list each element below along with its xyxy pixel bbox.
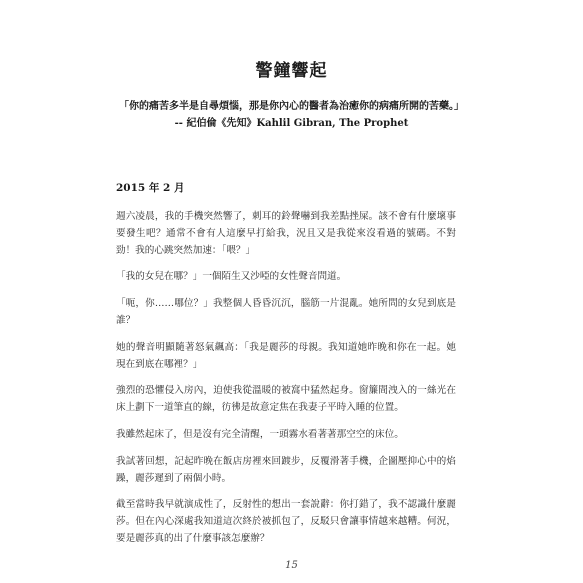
paragraph: 她的聲音明顯隨著怒氣飆高：「我是麗莎的母親。我知道她昨晚和你在一起。她現在到底在哪裡？」 (116, 341, 456, 370)
epigraph-attribution: -- 紀伯倫《先知》Kahlil Gibran, The Prophet (174, 118, 409, 129)
paragraph: 「呃，你……哪位？」我整個人昏昏沉沉，腦筋一片混亂。她所問的女兒到底是誰？ (116, 298, 456, 326)
date-heading: 2015 年 2 月 (116, 182, 185, 194)
paragraph: 截至當時我早就演成性了，反射性的想出一套說辭：你打錯了，我不認識什麼麗莎。但在內心深處我知道這次終於被抓包了，反駁只會讓事情越來越糟。何況，要是麗莎真的出了什麼事該怎麼辦？ (116, 499, 456, 544)
paragraph: 週六凌晨，我的手機突然響了，刺耳的鈴聲嚇到我差點挫屎。該不會有什麼壞事要發生吧？通常不會有人這麼早打給我，況且又是我從來沒看過的號碼。不對勁！我的心跳突然加速：「喂？」 (116, 211, 456, 256)
paragraph: 我試著回想，記起昨晚在飯店房裡來回踱步，反覆滑著手機，企圖壓抑心中的焰躁，麗莎遲到了兩個小時。 (116, 455, 456, 484)
epigraph (60, 98, 523, 132)
paragraph: 我雖然起床了，但是沒有完全清醒，一頭霧水看著著那空空的床位。 (116, 428, 404, 440)
epigraph-quote: 「你的痛苦多半是自尋煩惱，那是你內心的醫者為治癒你的病痛所開的苦藥。」 (119, 101, 464, 112)
chapter-title: 警鐘響起 (255, 61, 328, 81)
paragraph: 強烈的恐懼侵入房內，迫使我從溫暖的被窩中猛然起身。窗簾間洩入的一絲光在床上劃下一道筆直的線，彷彿是故意定焦在我妻子平時入睡的位置。 (116, 385, 456, 414)
body-text (116, 209, 456, 558)
paragraph: 「我的女兒在哪？」一個陌生又沙啞的女性聲音問道。 (116, 271, 347, 283)
page-number: 15 (285, 560, 298, 571)
